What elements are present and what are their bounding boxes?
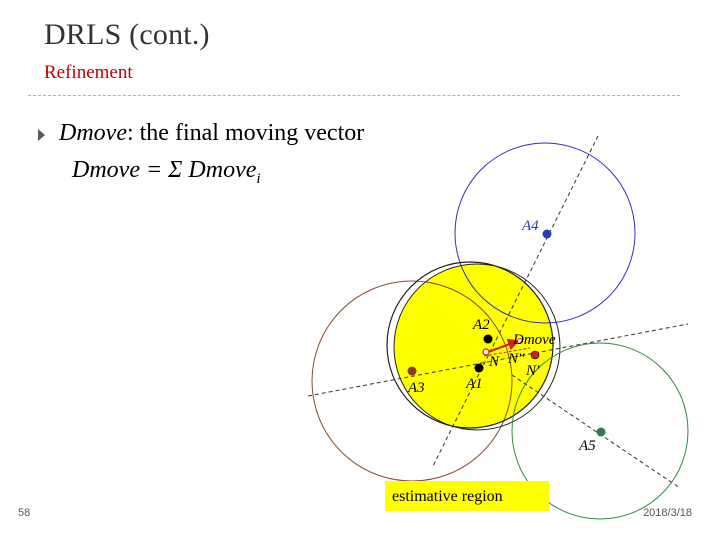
bullet-term: Dmove xyxy=(59,120,127,146)
slide-title: DRLS (cont.) xyxy=(44,18,210,51)
anchor-a1-icon xyxy=(475,364,484,373)
label-a5: A5 xyxy=(579,438,596,454)
formula-main: Dmove = Σ Dmove xyxy=(72,157,257,183)
label-a4: A4 xyxy=(522,218,539,234)
legend-label: estimative region xyxy=(392,488,503,505)
label-n-double-prime: N'' xyxy=(508,351,525,367)
anchor-a3-icon xyxy=(408,367,417,376)
slide-subtitle: Refinement xyxy=(44,62,133,83)
anchor-a5-icon xyxy=(597,428,606,437)
anchor-a4-icon xyxy=(543,230,552,239)
label-n: N xyxy=(489,354,500,370)
label-a1: A1 xyxy=(466,376,483,392)
label-dmove: Dmove xyxy=(513,332,556,348)
slide-date: 2018/3/18 xyxy=(643,507,692,519)
guide-line-a5 xyxy=(512,375,680,488)
bullet-text: : the final moving vector xyxy=(126,120,365,146)
node-n-prime-icon xyxy=(531,351,539,359)
anchor-a2-icon xyxy=(484,335,493,344)
label-a2: A2 xyxy=(473,317,490,333)
label-a3: A3 xyxy=(408,380,425,396)
page-number: 58 xyxy=(18,507,31,519)
label-n-prime: N' xyxy=(526,363,540,379)
formula-subscript: i xyxy=(256,171,261,187)
